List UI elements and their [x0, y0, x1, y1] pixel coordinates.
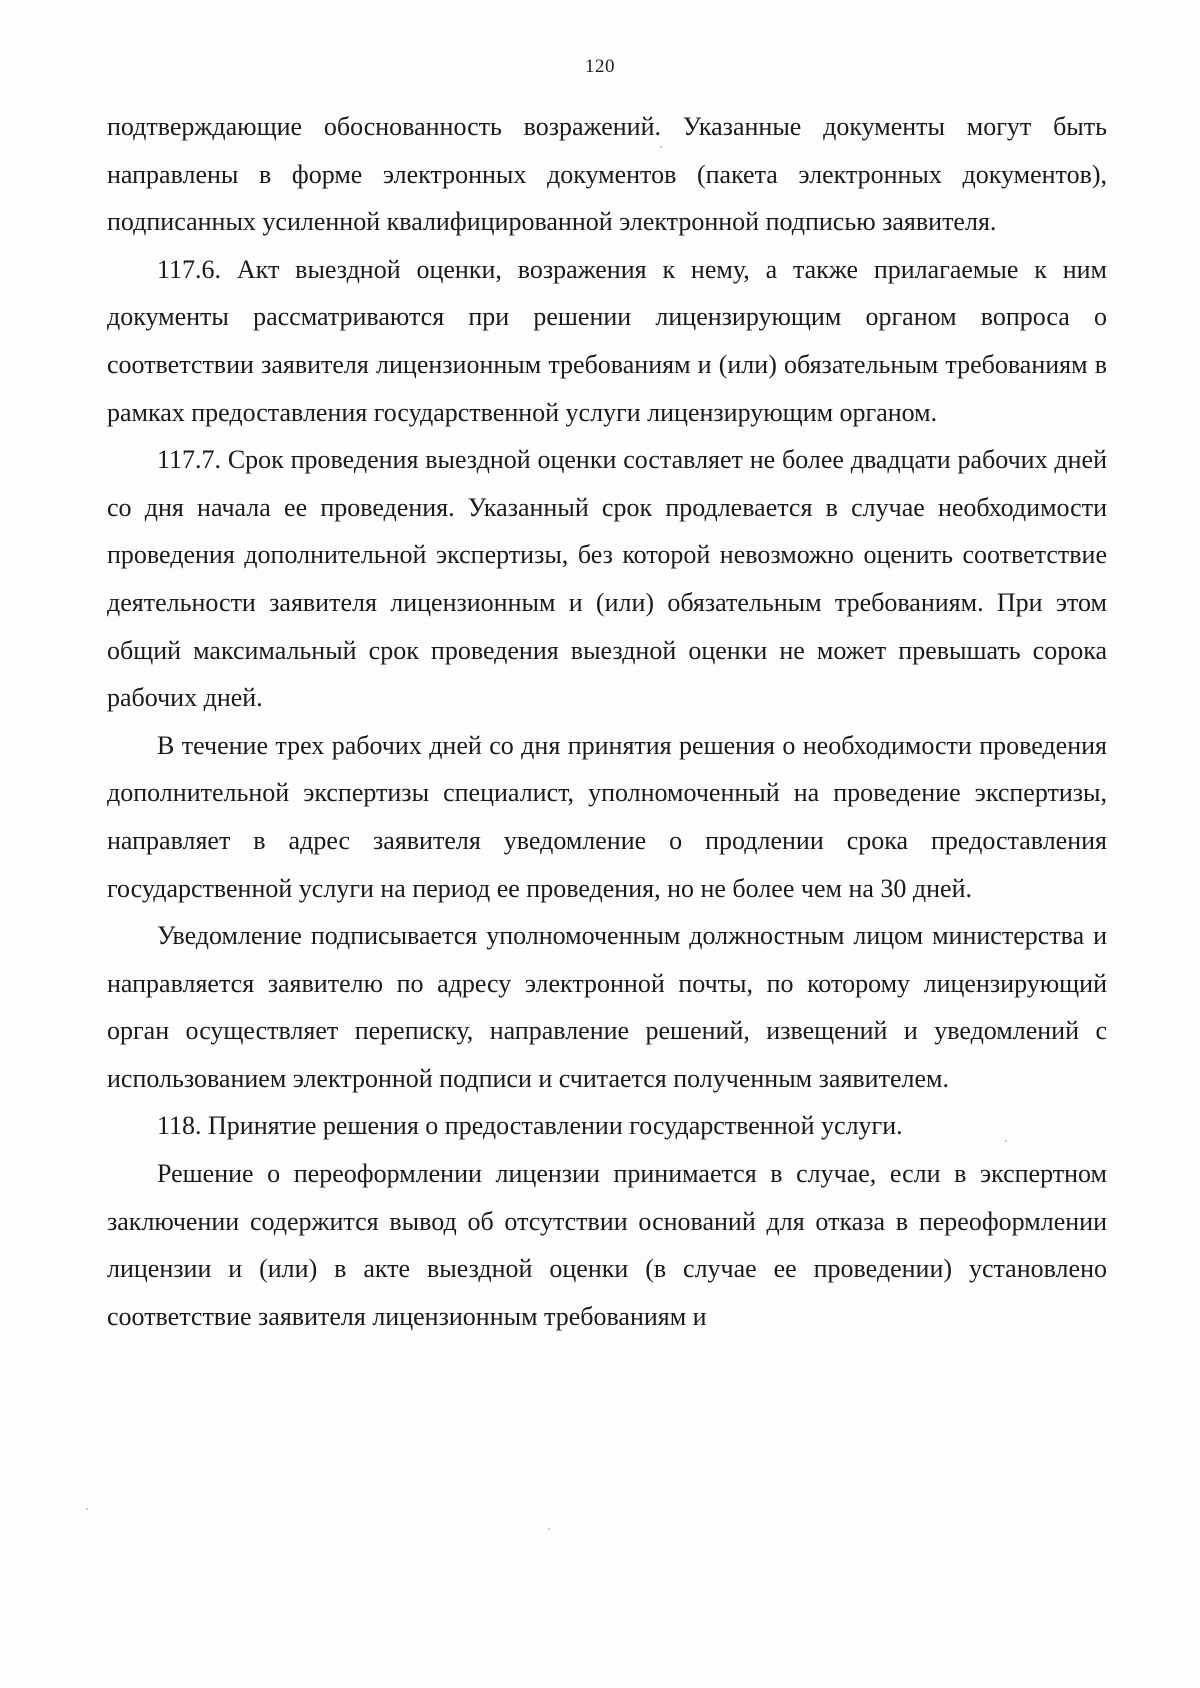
scan-speck	[660, 146, 662, 148]
scan-speck	[1005, 1140, 1007, 1142]
paragraph-117-7: 117.7. Срок проведения выездной оценки составляет не более двадцати рабочих дней со дня начала ее проведения. Указанный срок продлевается в случае необходимости проведения дополнительной экспертизы, без которой невозможно оценить соответствие деятельности заявителя лицензионным и (или) обязательным требованиям. При этом общий максимальный срок проведения выездной оценки не может превышать сорока рабочих дней.	[107, 445, 1107, 713]
paragraph-expertise-notice: В течение трех рабочих дней со дня принятия решения о необходимости проведения дополнительной экспертизы специалист, уполномоченный на проведение экспертизы, направляет в адрес заявителя уведомление о продлении срока предоставления государственной услуги на период ее проведения, но не более чем на 30 дней.	[107, 730, 1107, 903]
scan-speck	[86, 1508, 88, 1510]
paragraph-decision: Решение о переоформлении лицензии принимается в случае, если в экспертном заключении содержится вывод об отсутствии оснований для отказа в переоформлении лицензии и (или) в акте выездной оценки (в случае ее проведении) установлено соответствие заявителя лицензионным требованиям и	[107, 1159, 1107, 1331]
paragraph-continuation: подтверждающие обоснованность возражений. Указанные документы могут быть направлены в форме электронных документов (пакета электронных документов), подписанных усиленной квалифицированной электронной подписью заявителя.	[107, 112, 1107, 237]
paragraph-117-6: 117.6. Акт выездной оценки, возражения к нему, а также прилагаемые к ним документы рассматриваются при решении лицензирующим органом вопроса о соответствии заявителя лицензионным требованиям и (или) обязательным требованиям в рамках предоставления государственной услуги лицензирующим органом.	[107, 254, 1107, 427]
paragraph-118: 118. Принятие решения о предоставлении государственной услуги.	[157, 1111, 903, 1141]
scan-speck	[548, 1528, 550, 1530]
paragraph-notification: Уведомление подписывается уполномоченным должностным лицом министерства и направляется заявителю по адресу электронной почты, по которому лицензирующий орган осуществляет переписку, направление решений, извещений и уведомлений с использованием электронной подписи и считается полученным заявителем.	[107, 921, 1107, 1093]
page-number: 120	[585, 56, 615, 77]
document-body	[107, 103, 1107, 1340]
